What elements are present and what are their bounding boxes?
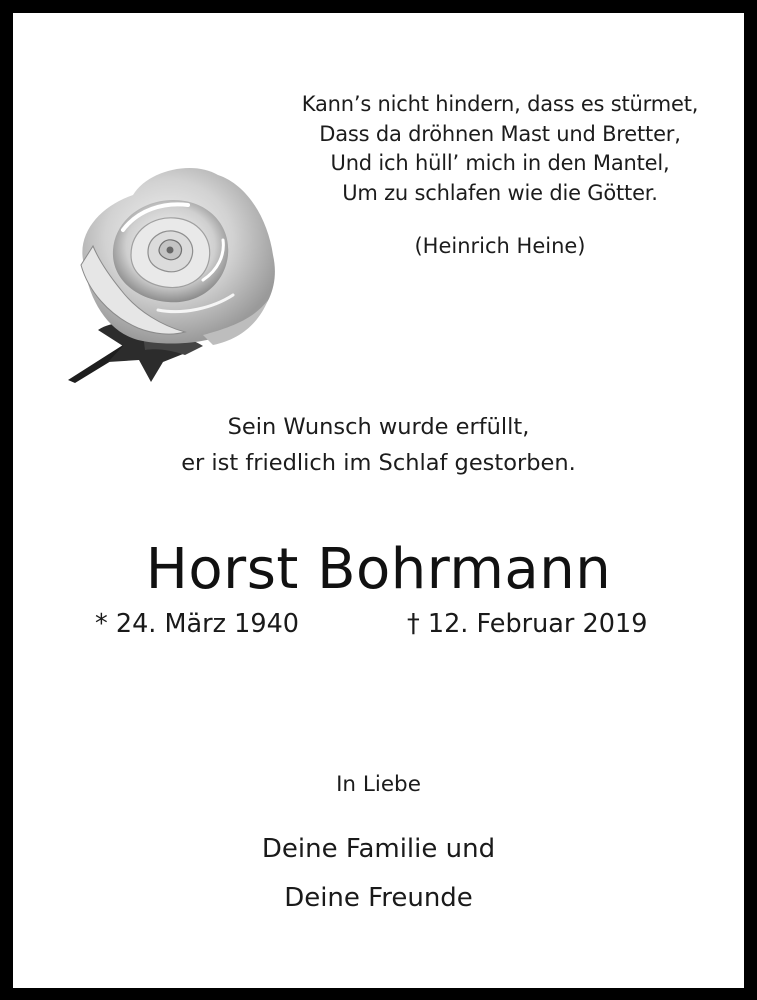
signer-line: Deine Familie und bbox=[261, 834, 496, 864]
poem-line: Und ich hüll’ mich in den Mantel, bbox=[330, 151, 670, 175]
obituary-notice bbox=[13, 13, 744, 988]
wish-text bbox=[13, 409, 744, 481]
birth-date: * 24. März 1940 bbox=[95, 609, 300, 639]
poem-line: Dass da dröhnen Mast und Bretter, bbox=[319, 121, 681, 146]
poem bbox=[268, 90, 732, 208]
signers bbox=[13, 825, 744, 923]
wish-line: er ist friedlich im Schlaf gestorben. bbox=[181, 450, 576, 476]
in-love-text: In Liebe bbox=[336, 772, 421, 797]
poem-line: Um zu schlafen wie die Götter. bbox=[342, 180, 658, 205]
deceased-name: Horst Bohrmann bbox=[145, 537, 612, 602]
poem-line: Kann’s nicht hindern, dass es stürmet, bbox=[301, 92, 699, 116]
poem-attribution: (Heinrich Heine) bbox=[414, 234, 586, 258]
signer-line: Deine Freunde bbox=[284, 883, 473, 913]
death-date: † 12. Februar 2019 bbox=[407, 609, 648, 639]
rose-icon bbox=[53, 150, 283, 385]
wish-line: Sein Wunsch wurde erfüllt, bbox=[227, 414, 530, 440]
